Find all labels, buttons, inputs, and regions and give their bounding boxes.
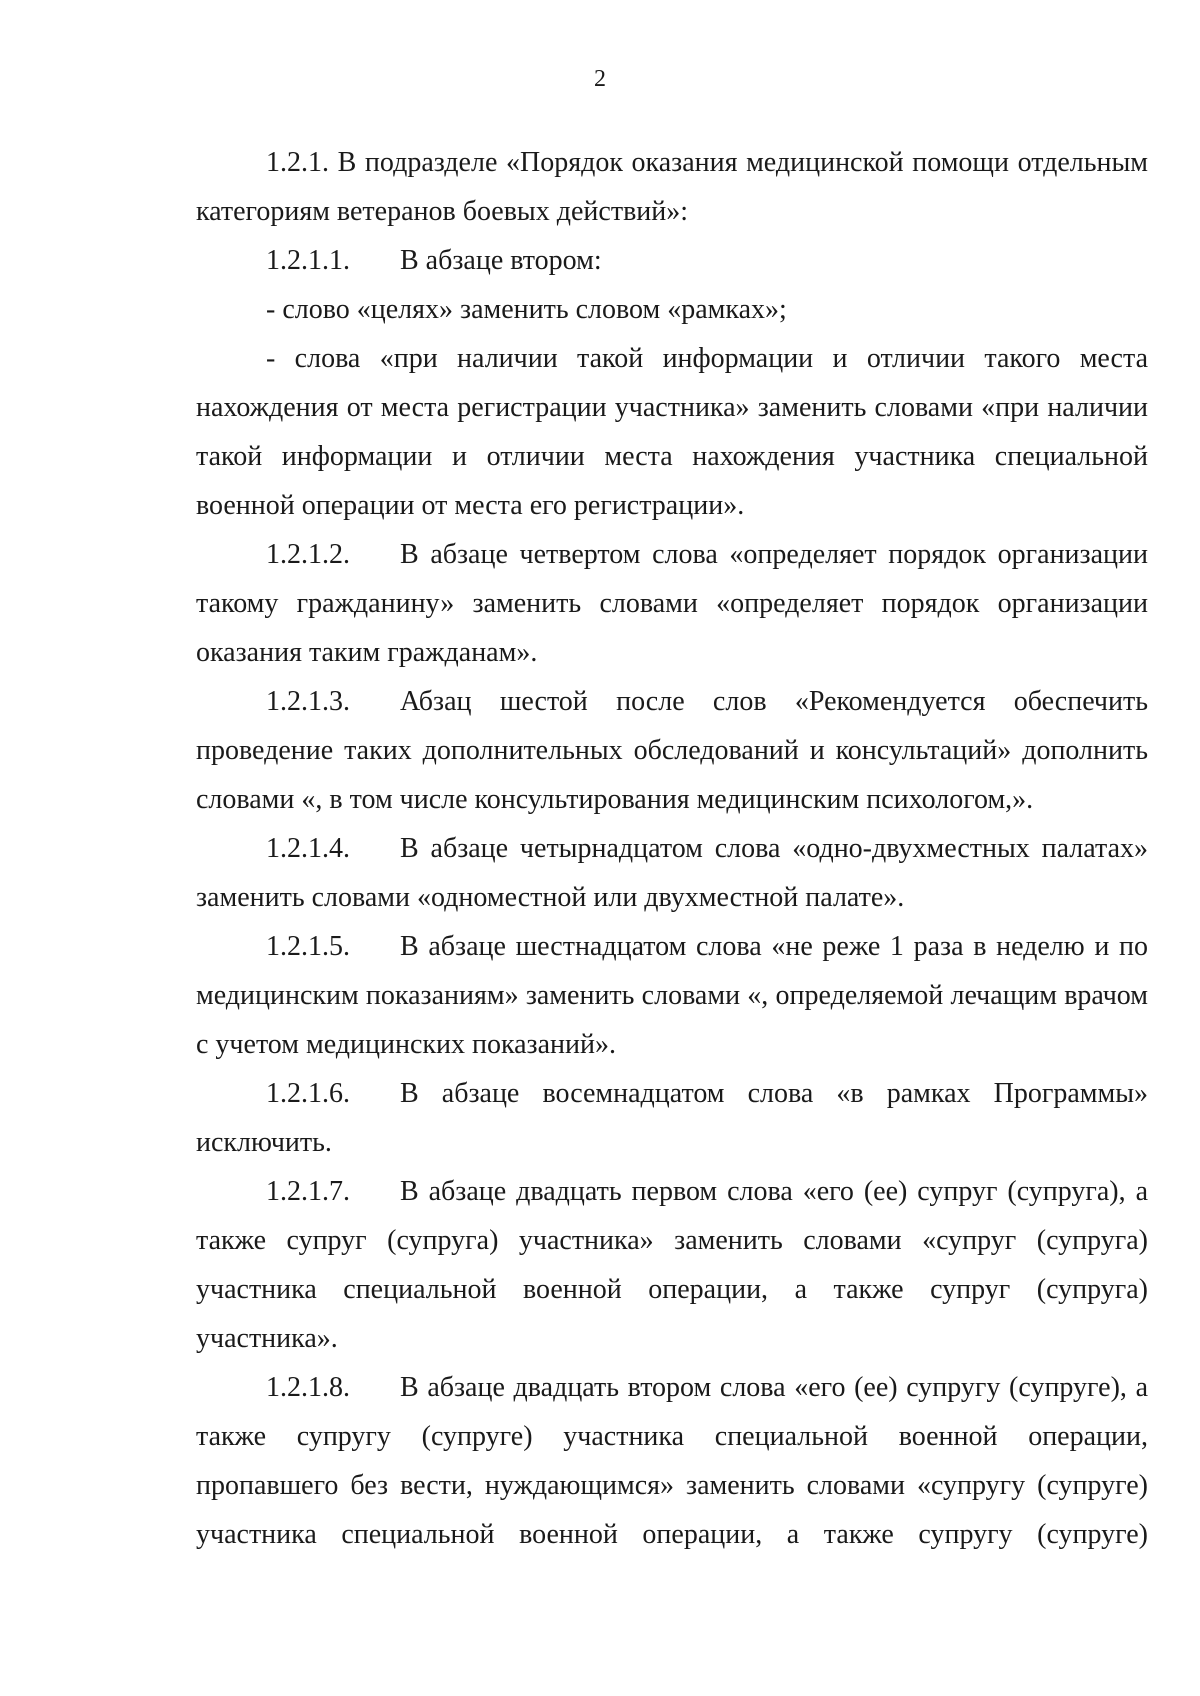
paragraph-number: 1.2.1.5. — [266, 931, 350, 962]
paragraph-text: В подразделе «Порядок оказания медицинской помощи отдельным категориям ветеранов боевых действий»: — [196, 147, 1149, 227]
paragraph-text: В абзаце двадцать первом слова «его (ее) супруг (супруга), а также супруг (супруга) участника» заменить словами «супруг (супруга) участника специальной военной операции, а также супруг (супруга) участника». — [196, 1176, 1148, 1354]
paragraph-text: Абзац шестой после слов «Рекомендуется обеспечить проведение таких дополнительных обследований и консультаций» дополнить словами «, в том числе консультирования медицинским психологом,». — [196, 686, 1148, 815]
paragraph-number: 1.2.1.8. — [266, 1372, 350, 1403]
document-body — [196, 138, 1148, 1559]
paragraph-1-2-1-7 — [196, 1167, 1148, 1363]
paragraph-text: В абзаце четвертом слова «определяет порядок организации такому гражданину» заменить словами «определяет порядок организации оказания таким гражданам». — [196, 539, 1148, 668]
paragraph-1-2-1-6 — [196, 1069, 1148, 1167]
paragraph-text: - слова «при наличии такой информации и отличии такого места нахождения от места регистрации участника» заменить словами «при наличии такой информации и отличии места нахождения участника специальной военной операции от места его регистрации». — [196, 343, 1148, 521]
paragraph-1-2-1-2 — [196, 530, 1148, 677]
paragraph-number: 1.2.1.3. — [266, 686, 350, 717]
paragraph-1-2-1-1 — [196, 236, 1148, 285]
paragraph-text: В абзаце четырнадцатом слова «одно-двухместных палатах» заменить словами «одноместной или двухместной палате». — [196, 833, 1148, 913]
paragraph-number: 1.2.1. — [266, 147, 329, 178]
paragraph-number: 1.2.1.7. — [266, 1176, 350, 1207]
paragraph-number: 1.2.1.4. — [266, 833, 350, 864]
paragraph-1-2-1-5 — [196, 922, 1148, 1069]
paragraph-text: В абзаце двадцать втором слова «его (ее) супругу (супруге), а также супругу (супруге) участника специальной военной операции, пропавшего без вести, нуждающимся» заменить словами «супругу (супруге) участника специальной военной операции, а также супругу (супруге) — [196, 1372, 1148, 1550]
paragraph-text: В абзаце восемнадцатом слова «в рамках Программы» исключить. — [196, 1078, 1148, 1158]
paragraph-number: 1.2.1.1. — [266, 245, 350, 276]
paragraph-1-2-1-3 — [196, 677, 1148, 824]
paragraph-1-2-1-8 — [196, 1363, 1148, 1559]
page-number: 2 — [594, 66, 606, 92]
paragraph-number: 1.2.1.6. — [266, 1078, 350, 1109]
paragraph-replace-word — [196, 285, 1148, 334]
paragraph-replace-phrase — [196, 334, 1148, 530]
paragraph-text: - слово «целях» заменить словом «рамках»; — [266, 294, 787, 325]
paragraph-text: В абзаце шестнадцатом слова «не реже 1 раза в неделю и по медицинским показаниям» заменить словами «, определяемой лечащим врачом с учетом медицинских показаний». — [196, 931, 1148, 1060]
paragraph-text: В абзаце втором: — [400, 245, 602, 276]
paragraph-number: 1.2.1.2. — [266, 539, 350, 570]
paragraph-1-2-1 — [196, 138, 1148, 236]
paragraph-1-2-1-4 — [196, 824, 1148, 922]
